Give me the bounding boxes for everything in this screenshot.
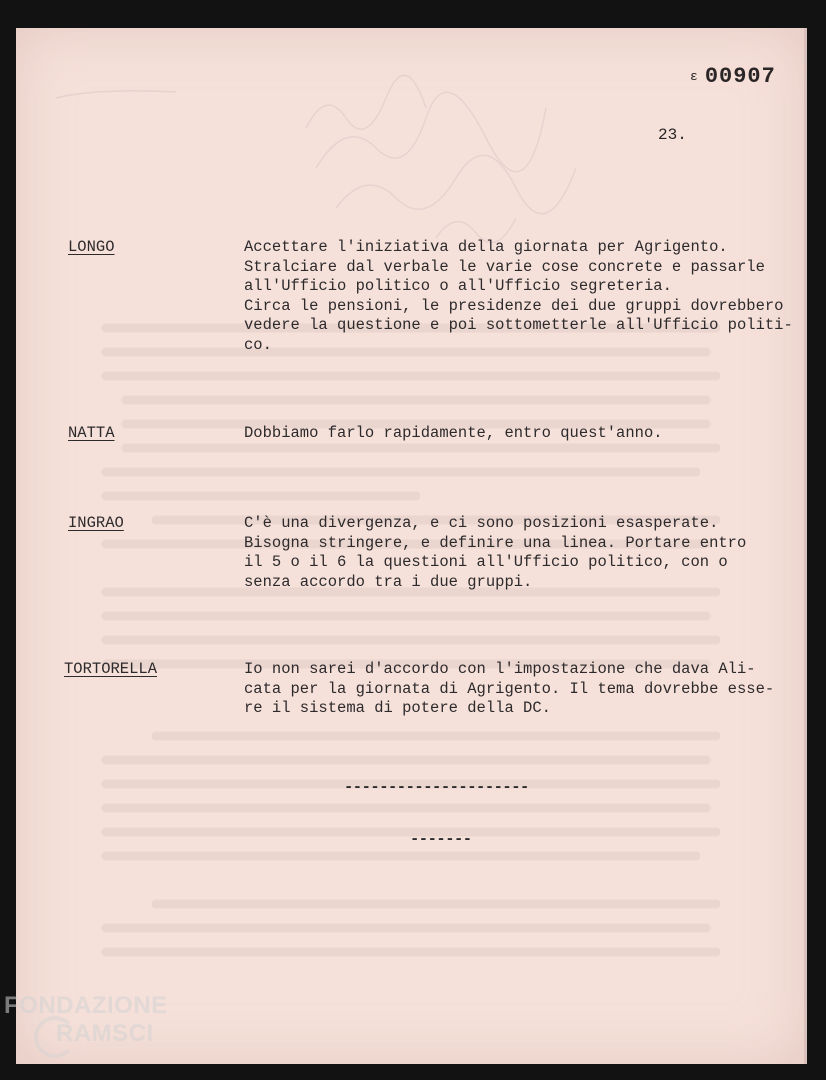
logo-g-icon <box>34 1016 76 1058</box>
speaker-tortorella: TORTORELLA <box>64 660 158 678</box>
speaker-ingrao: INGRAO <box>68 514 124 532</box>
entry-longo <box>244 238 804 355</box>
entry-line: re il sistema di potere della DC. <box>244 699 551 717</box>
entry-tortorella <box>244 660 804 719</box>
entry-line: cata per la giornata di Agrigento. Il tema dovrebbe esse- <box>244 679 775 698</box>
entry-line: Accettare l'iniziativa della giornata per Agrigento. <box>244 238 728 256</box>
page-number: 23. <box>658 126 687 144</box>
fondazione-gramsci-logo <box>4 992 168 1048</box>
separator-short: ------- <box>410 830 472 848</box>
page-edge <box>804 28 807 1064</box>
entry-line: vedere la questione e poi sottometterle all'Ufficio politi- <box>244 316 793 334</box>
entry-line: Stralciare dal verbale le varie cose concrete e passarle <box>244 257 765 276</box>
entry-line: C'è una divergenza, e ci sono posizioni esasperate. <box>244 514 719 532</box>
document-mark: ε <box>690 68 699 84</box>
speaker-longo: LONGO <box>68 238 115 256</box>
document-number: ε 00907 <box>690 64 776 89</box>
entry-line: Dobbiamo farlo rapidamente, entro quest'anno. <box>244 424 663 442</box>
entry-line: co. <box>244 335 272 354</box>
entry-natta <box>244 424 804 444</box>
entry-line: Bisogna stringere, e definire una linea. Portare entro <box>244 533 747 552</box>
entry-line: Circa le pensioni, le presidenze dei due gruppi dovrebbero <box>244 296 784 315</box>
entry-line: senza accordo tra i due gruppi. <box>244 572 533 591</box>
entry-line: all'Ufficio politico o all'Ufficio segreteria. <box>244 277 672 295</box>
separator-long: --------------------- <box>344 778 529 796</box>
entry-ingrao <box>244 514 804 592</box>
speaker-natta: NATTA <box>68 424 115 442</box>
logo-line2: RAMSCI <box>56 1020 154 1047</box>
logo-line1: FONDAZIONE <box>4 992 168 1019</box>
entry-line: il 5 o il 6 la questioni all'Ufficio politico, con o <box>244 553 728 571</box>
entry-line: Io non sarei d'accordo con l'impostazione che dava Ali- <box>244 660 756 678</box>
